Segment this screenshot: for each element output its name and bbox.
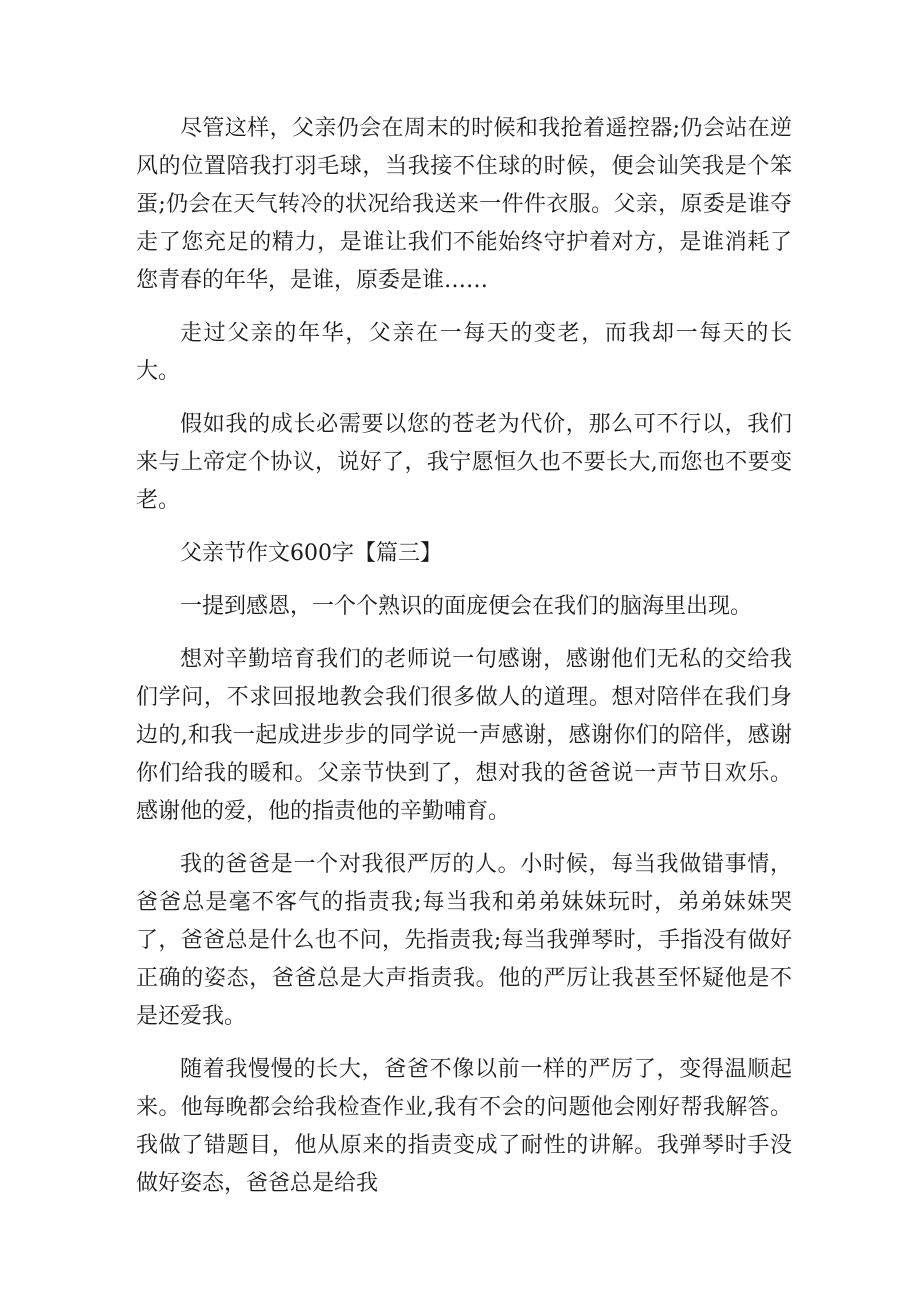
document-body	[136, 110, 792, 1218]
paragraph-3: 假如我的成长必需要以您的苍老为代价，那么可不行以，我们来与上帝定个协议，说好了，我宁愿恒久也不要长大,而您也不要变老。	[136, 412, 792, 513]
paragraph-2: 走过父亲的年华，父亲在一每天的变老，而我却一每天的长大。	[136, 321, 792, 384]
paragraph-4: 一提到感恩，一个个熟识的面庞便会在我们的脑海里出现。	[180, 594, 753, 619]
paragraph-7: 随着我慢慢的长大，爸爸不像以前一样的严厉了，变得温顺起来。他每晚都会给我检查作业,我有不会的问题他会刚好帮我解答。我做了错题目，他从原来的指责变成了耐性的讲解。我弹琴时手没做好姿态，爸爸总是给我	[136, 1057, 792, 1196]
paragraph-1: 尽管这样，父亲仍会在周末的时候和我抢着遥控器;仍会站在逆风的位置陪我打羽毛球，当我接不住球的时候，便会讪笑我是个笨蛋;仍会在天气转冷的状况给我送来一件件衣服。父亲，原委是谁夺走了您充足的精力，是谁让我们不能始终守护着对方，是谁消耗了您青春的年华，是谁，原委是谁……	[136, 116, 792, 293]
paragraph-6: 我的爸爸是一个对我很严厉的人。小时候，每当我做错事情，爸爸总是毫不客气的指责我;每当我和弟弟妹妹玩时，弟弟妹妹哭了，爸爸总是什么也不问，先指责我;每当我弹琴时，手指没有做好正确的姿态，爸爸总是大声指责我。他的严厉让我甚至怀疑他是不是还爱我。	[136, 852, 792, 1029]
paragraph-5: 想对辛勤培育我们的老师说一句感谢，感谢他们无私的交给我们学问，不求回报地教会我们很多做人的道理。想对陪伴在我们身边的,和我一起成进步步的同学说一声感谢，感谢你们的陪伴，感谢你们给我的暖和。父亲节快到了，想对我的爸爸说一声节日欢乐。感谢他的爱，他的指责他的辛勤哺育。	[136, 647, 792, 824]
section-heading: 父亲节作文600字【篇三】	[180, 541, 442, 566]
